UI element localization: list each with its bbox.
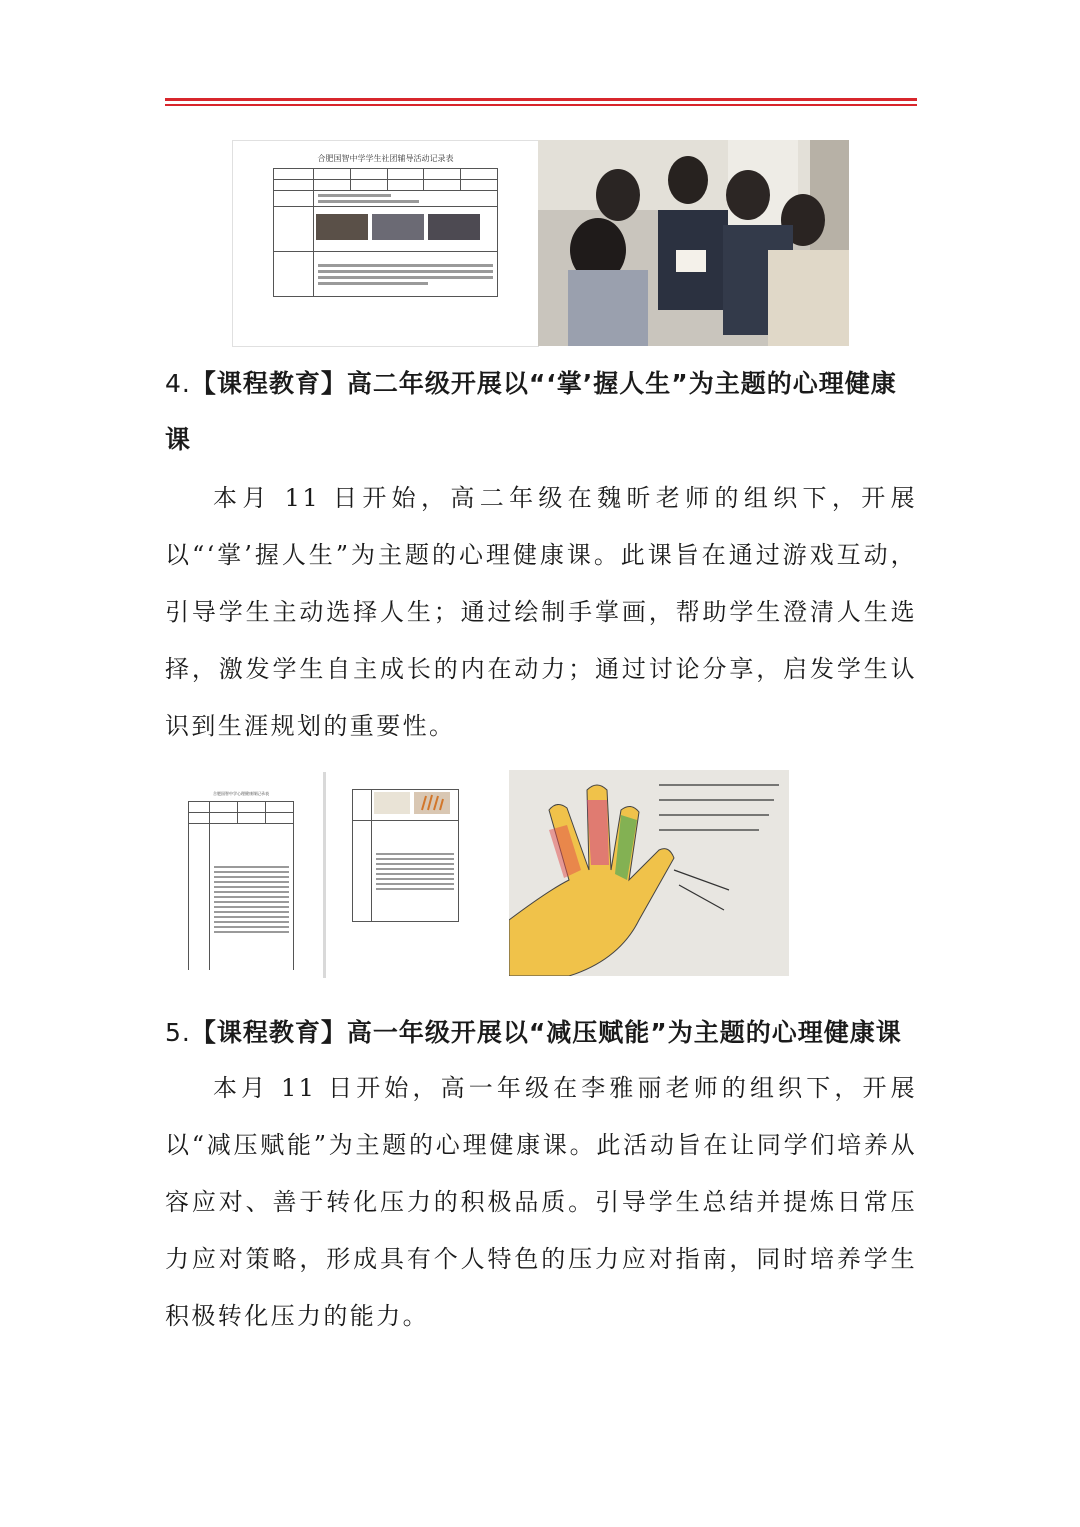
header-rule-bottom xyxy=(165,104,917,106)
header-rule-top xyxy=(165,98,917,101)
course-record-form-image xyxy=(182,785,300,970)
form-title: 合肥国智中学学生社团辅导活动记录表 xyxy=(317,154,454,163)
section-4-number: 4. xyxy=(165,369,191,398)
section-4-heading xyxy=(165,356,917,468)
course-form-title: 合肥国智中学心理健康课记录表 xyxy=(213,791,269,796)
form-hand-photos xyxy=(372,790,452,816)
section-5-paragraph: 本月 11 日开始，高一年级在李雅丽老师的组织下，开展以“减压赋能”为主题的心理健康课。此活动旨在让同学们培养从容应对、善于转化压力的积极品质。引导学生总结并提炼日常压力应对策略，形成具有个人特色的压力应对指南，同时培养学生积极转化压力的能力。 xyxy=(165,1074,917,1330)
activity-record-form-image xyxy=(232,140,539,347)
section-4-paragraph: 本月 11 日开始，高二年级在魏昕老师的组织下，开展以“‘掌’握人生”为主题的心理健康课。此课旨在通过游戏互动，引导学生主动选择人生；通过绘制手掌画，帮助学生澄清人生选择，激发学生自主成长的内在动力；通过讨论分享，启发学生认识到生涯规划的重要性。 xyxy=(165,484,917,740)
students-group-photo xyxy=(538,140,849,346)
section-5-title: 【课程教育】高一年级开展以“减压赋能”为主题的心理健康课 xyxy=(190,1018,902,1047)
form-photo-strip xyxy=(314,212,484,242)
section-4-title: 【课程教育】高二年级开展以“‘掌’握人生”为主题的心理健康课 xyxy=(165,369,897,454)
hand-drawing-photo xyxy=(509,770,789,976)
image-divider xyxy=(323,772,326,978)
section-5-heading xyxy=(165,1005,917,1061)
course-process-form-image xyxy=(348,785,463,933)
section-5-number: 5. xyxy=(165,1018,191,1047)
